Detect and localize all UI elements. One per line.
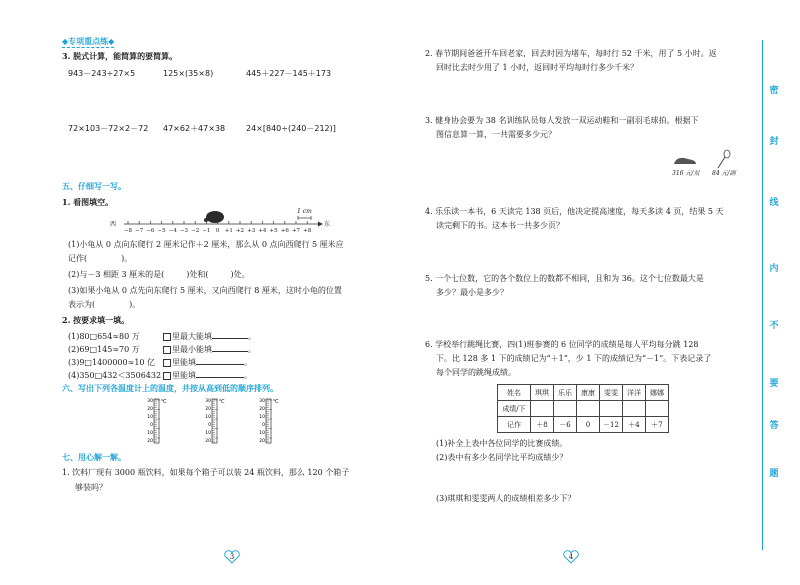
thermometer-tick-label: 20: [147, 439, 153, 444]
table-header: 雯雯: [600, 385, 623, 401]
page-number-text: 3: [229, 553, 235, 561]
q3-title: 3. 脱式计算，能简算的要简算。: [62, 51, 178, 61]
table-header-row: [498, 385, 669, 401]
text: )处和(: [186, 270, 209, 279]
q2-row: (2)69□145≈70 万 里最小能填 。: [68, 345, 256, 354]
q2-hint: 里最大能填: [172, 332, 212, 341]
r-q2-line2: 回时比去时少用了 1 小时，返回时平均每时行多少千米？: [436, 63, 639, 72]
box-icon: [163, 359, 171, 367]
q1-sub1-line1: (1)小龟从 0 点向东爬行 2 厘米记作＋2 厘米，那么从 0 点向西爬行 5 厘米应: [68, 240, 344, 249]
seal-char: 要: [767, 376, 781, 389]
text: 表示为(: [68, 300, 96, 309]
section-5-heading: 五、仔细写一写。: [62, 181, 126, 191]
table-cell: ＋7: [646, 417, 669, 433]
r-q2-line1: 2. 春节期间爸爸开车回老家，回去时因为堵车，每时行 52 千米，用了 5 小时。返: [425, 49, 717, 58]
thermometer-tick-label: 20: [205, 439, 211, 444]
q1-sub3-line2: [68, 298, 140, 312]
tick-label: +3: [247, 228, 256, 234]
q2-title: 2. 按要求填一填。: [62, 315, 130, 325]
r-q4-line1: 4. 乐乐读一本书，6 天读完 138 页后，他决定提高速度，每天多读 4 页，结果 5 天: [425, 207, 724, 216]
score-table: [497, 384, 669, 433]
header-tag: ◆专项重点练◆: [62, 36, 115, 46]
thermometer-tick-label: 20: [259, 439, 265, 444]
east-label: 东: [324, 221, 331, 228]
q7-1-line1: 1. 饮料厂现有 3000 瓶饮料，如果每个箱子可以装 24 瓶饮料，那么 120 个箱子: [62, 468, 350, 477]
q2-expr: (2)69□145≈70 万: [68, 345, 140, 354]
thermometer-tick-label: 20: [205, 407, 211, 412]
tick-label: −1: [202, 228, 211, 234]
tick-label: +1: [224, 228, 233, 234]
q1-sub1-line2: [68, 252, 132, 266]
tick-label: −8: [123, 228, 133, 234]
q2-row: (1)80□654≈80 万 里最大能填 。: [68, 332, 256, 341]
unit-label: 1 cm: [297, 208, 312, 215]
tick-label: +7: [291, 228, 301, 234]
section-6-heading: 六、写出下列各温度计上的温度，并按从高到低的顺序排列。: [62, 383, 278, 393]
tick-label: −4: [168, 228, 177, 234]
q6-sub2: (2)表中有多少名同学比平均成绩少？: [436, 453, 568, 462]
table-cell-input[interactable]: [646, 401, 669, 417]
r-q6-line2: 下。比 128 多 1 下的成绩记为“＋1”，少 1 下的成绩记为“－1”。下表记录了: [436, 354, 712, 363]
r-q6-line3: 每个同学的跳绳成绩。: [436, 368, 516, 377]
r-q3-line1: 3. 健身协会要为 38 名训练队员每人发放一双运动鞋和一副羽毛球拍。根据下: [425, 116, 699, 125]
table-header: 康康: [577, 385, 600, 401]
thermometer-tick-label: 0: [150, 423, 153, 428]
thermometer-icon: [198, 397, 238, 447]
r-q5-line2: 多少？最小是多少？: [436, 288, 508, 297]
box-icon: [163, 333, 171, 341]
thermometer-tick-label: 10: [205, 415, 211, 420]
thermometer-icon: [252, 397, 292, 447]
table-cell-input[interactable]: [531, 401, 554, 417]
page-number: [562, 550, 580, 564]
tick-label: −5: [157, 228, 166, 234]
seal-char: 线: [767, 195, 781, 208]
section-7-heading: 七、用心解一解。: [62, 452, 126, 462]
table-header: 乐乐: [554, 385, 577, 401]
turtle-icon: [206, 211, 224, 223]
west-label: 西: [110, 221, 117, 228]
seal-char: 内: [767, 261, 781, 274]
q2-expr: (1)80□654≈80 万: [68, 332, 140, 341]
table-header: 娜娜: [646, 385, 669, 401]
tick-label: −6: [146, 228, 155, 234]
thermometer-tick-label: 30: [205, 399, 211, 404]
calc-expression: 125×(35×8): [163, 69, 214, 78]
text: )处。: [230, 270, 250, 279]
table-header: 洋洋: [623, 385, 646, 401]
tick-label: +6: [280, 228, 289, 234]
q2-expr: (3)9□1400000≈10 亿: [68, 358, 156, 367]
table-header: 姓名: [498, 385, 531, 401]
thermometer: [252, 397, 292, 451]
table-cell: ＋8: [531, 417, 554, 433]
r-q6-line1: 6. 学校举行跳绳比赛，四(1)班参赛的 6 位同学的成绩是每人平均每分跳 128: [425, 340, 699, 349]
tick-label: −2: [191, 228, 200, 234]
q2-list: [68, 330, 256, 382]
thermometer: [140, 397, 180, 451]
q1-sub2: [68, 268, 250, 282]
number-line-figure: [110, 205, 331, 235]
page-number: [223, 550, 241, 564]
calc-expression: 943－243÷27×5: [68, 69, 136, 78]
q2-row: (3)9□1400000≈10 亿 里能填 。: [68, 358, 252, 367]
thermometer-tick-label: 20: [259, 407, 265, 412]
table-cell: ＋4: [623, 417, 646, 433]
racket-icon: [718, 157, 725, 168]
table-cell-input[interactable]: [600, 401, 623, 417]
shoe-price: 316 元/双: [672, 170, 700, 177]
q2-hint: 里能填: [172, 358, 196, 367]
shoe-icon: [674, 158, 696, 164]
tick-label: +8: [303, 228, 312, 234]
text: )。: [121, 254, 133, 263]
q6-sub3: (3)琪琪和雯雯两人的成绩相差多少下？: [436, 494, 576, 503]
shoe-and-racket-icon: [670, 148, 745, 170]
q2-row: (4)350□432＜3506432 里能填 。: [68, 371, 252, 380]
thermometer: [198, 397, 238, 451]
unit-label: ℃: [219, 399, 225, 405]
tick-label: +4: [258, 228, 267, 234]
table-header: 琪琪: [531, 385, 554, 401]
q2-expr: (4)350□432＜3506432: [68, 371, 162, 380]
thermometer-tick-label: 10: [147, 431, 153, 436]
unit-label: ℃: [273, 399, 279, 405]
row-label: 记作: [498, 417, 531, 433]
calc-expression: 72×103－72×2－72: [68, 124, 149, 133]
q7-1-line2: 够装吗？: [75, 483, 107, 492]
answer-line[interactable]: [212, 343, 248, 352]
box-icon: [163, 346, 171, 354]
r-q3-line2: 图信息算一算，一共需要多少元？: [436, 130, 556, 139]
seal-line: [762, 40, 763, 550]
thermometer-icon: [140, 397, 180, 447]
tick-label: +2: [235, 228, 245, 234]
q1-sub3-line1: (3)如果小龟从 0 点先向东爬行 5 厘米，又向西爬行 8 厘米，这时小龟的位置: [68, 286, 342, 295]
q6-sub1: (1)补全上表中各位同学的比赛成绩。: [436, 439, 568, 448]
answer-line[interactable]: [196, 356, 244, 365]
box-icon: [163, 372, 171, 380]
seal-char: 封: [767, 134, 781, 147]
thermometer-tick-label: 10: [259, 431, 265, 436]
q2-hint: 里最小能填: [172, 345, 212, 354]
tick-label: 0: [215, 228, 220, 234]
q1-title: 1. 看图填空。: [62, 197, 114, 207]
seal-char: 答: [767, 418, 781, 431]
table-cell: －12: [600, 417, 623, 433]
thermometer-tick-label: 10: [259, 415, 265, 420]
text: (2)与－3 相距 3 厘米的是(: [68, 270, 165, 279]
answer-line[interactable]: [212, 330, 248, 339]
answer-line[interactable]: [196, 369, 244, 378]
text: 记作(: [68, 254, 88, 263]
tick-labels: [118, 227, 328, 235]
thermometer-tick-label: 30: [259, 399, 265, 404]
table-row: [498, 401, 669, 417]
thermometer-tick-label: 30: [147, 399, 153, 404]
tick-label: −7: [135, 228, 144, 234]
seal-char: 密: [767, 83, 781, 96]
r-q4-line2: 读完剩下的书。这本书一共多少页？: [436, 221, 564, 230]
table-cell: －6: [554, 417, 577, 433]
q2-hint: 里能填: [172, 371, 196, 380]
thermometer-tick-label: 0: [208, 423, 211, 428]
seal-char: 不: [767, 318, 781, 331]
row-label: 成绩/下: [498, 401, 531, 417]
calc-expression: 24×[840÷(240－212)]: [246, 124, 336, 133]
thermometer-tick-label: 10: [205, 431, 211, 436]
racket-price: 84 元/副: [712, 170, 736, 177]
table-cell-input[interactable]: [623, 401, 646, 417]
thermometer-tick-label: 10: [147, 415, 153, 420]
thermometer-tick-label: 0: [262, 423, 265, 428]
unit-label: ℃: [161, 399, 167, 405]
seal-char: 题: [767, 466, 781, 479]
thermometer-tick-label: 20: [147, 407, 153, 412]
table-cell-input[interactable]: [554, 401, 577, 417]
tick-label: +5: [269, 228, 278, 234]
table-cell-input[interactable]: [577, 401, 600, 417]
tick-label: −3: [179, 228, 189, 234]
page-number-text: 4: [568, 553, 574, 561]
r-q5-line1: 5. 一个七位数，它的各个数位上的数都不相同，且和为 36。这个七位数最大是: [425, 274, 704, 283]
text: )。: [129, 300, 141, 309]
table-row: [498, 417, 669, 433]
table-cell: 0: [577, 417, 600, 433]
calc-expression: 445＋227－145＋173: [246, 69, 332, 78]
calc-expression: 47×62＋47×38: [163, 124, 226, 133]
